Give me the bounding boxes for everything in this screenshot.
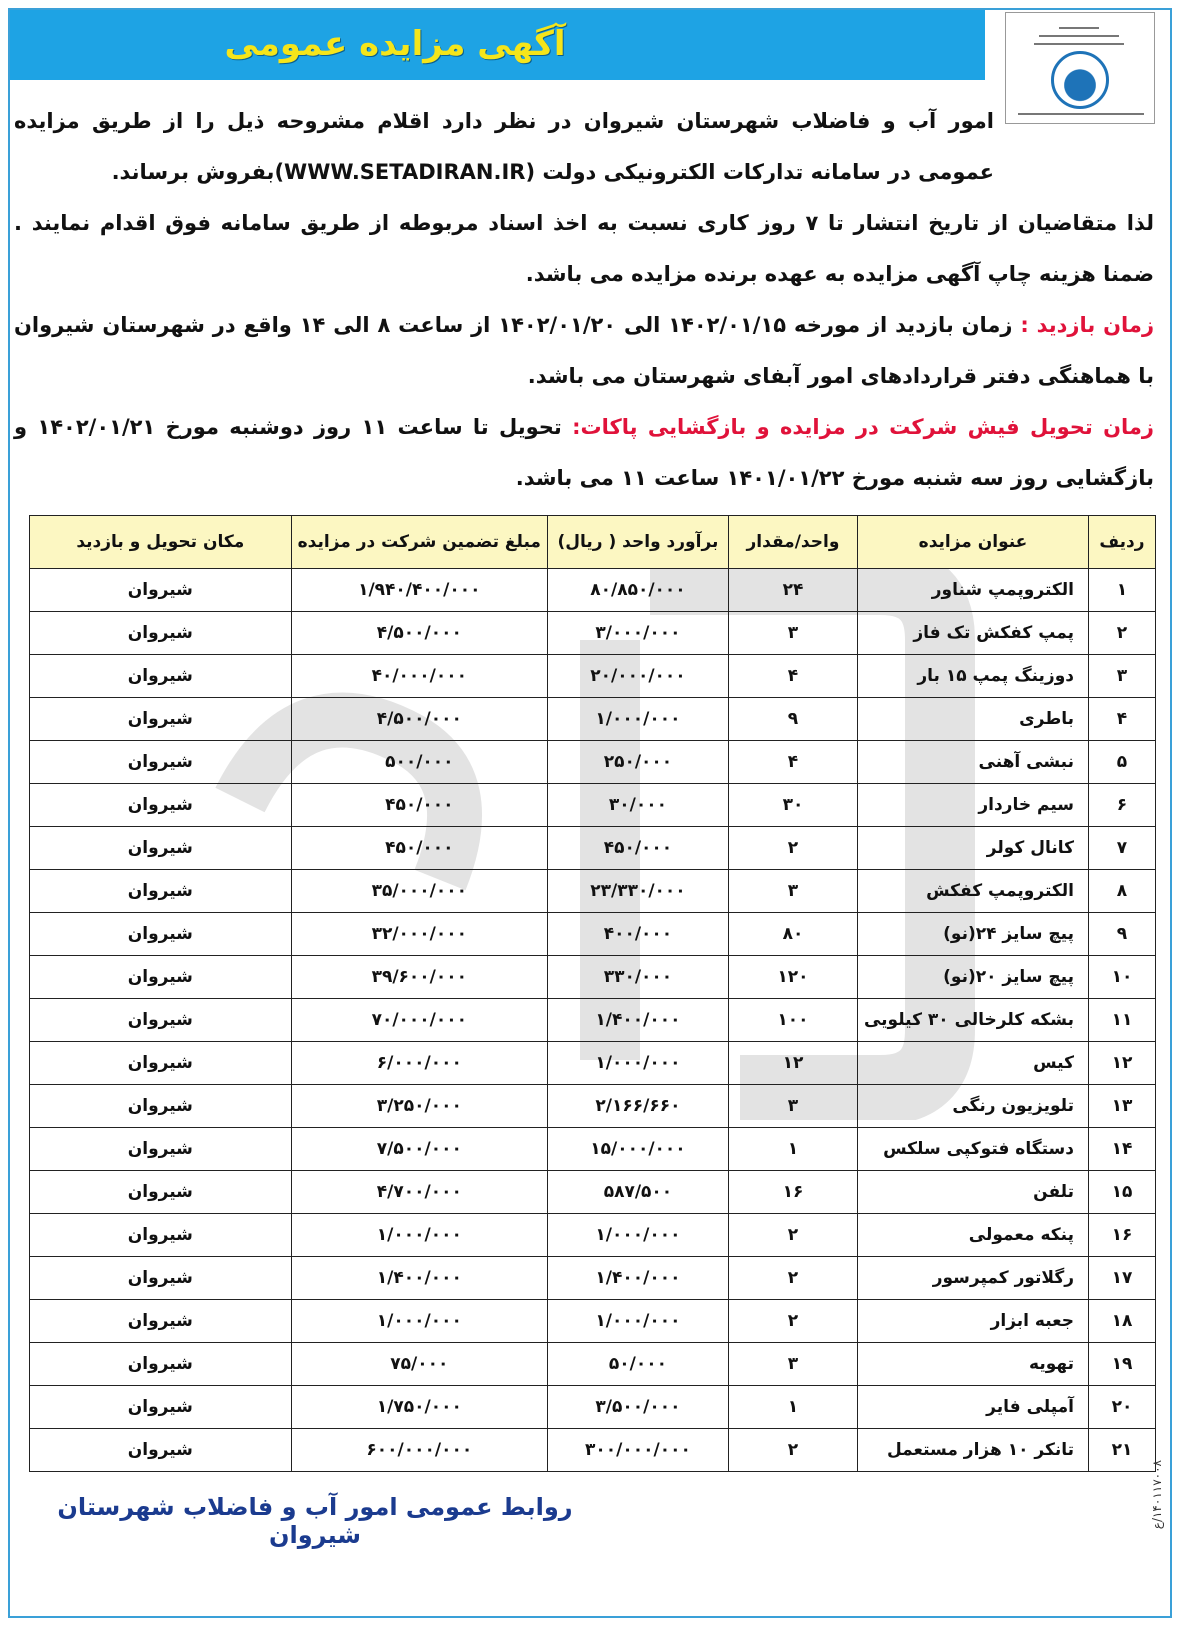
side-code: ۱۴۰۱۱۷۰۰۸/ع — [1150, 1460, 1164, 1530]
cell-place: شیروان — [30, 569, 292, 612]
table-row — [30, 1214, 1156, 1257]
header-unit-price: برآورد واحد ( ریال) — [547, 516, 728, 569]
cell-quantity: ۲ — [728, 1429, 857, 1472]
cell-title: الکتروپمپ شناور — [857, 569, 1088, 612]
cell-title: تلفن — [857, 1171, 1088, 1214]
cell-unit-price: ۵۰/۰۰۰ — [547, 1343, 728, 1386]
table-row — [30, 1085, 1156, 1128]
cell-guarantee: ۴/۵۰۰/۰۰۰ — [291, 612, 547, 655]
cell-title: رگلاتور کمپرسور — [857, 1257, 1088, 1300]
cell-title: پیچ سایز ۲۴(نو) — [857, 913, 1088, 956]
header-quantity: واحد/مقدار — [728, 516, 857, 569]
cell-title: دوزینگ پمپ ۱۵ بار — [857, 655, 1088, 698]
cell-row-number: ۱۴ — [1089, 1128, 1156, 1171]
header-place: مکان تحویل و بازدید — [30, 516, 292, 569]
cell-place: شیروان — [30, 827, 292, 870]
page-title: آگهی مزایده عمومی — [224, 24, 566, 64]
intro-section — [14, 96, 994, 198]
cell-unit-price: ۴۵۰/۰۰۰ — [547, 827, 728, 870]
logo-text-line — [1034, 43, 1124, 45]
cell-row-number: ۱۰ — [1089, 956, 1156, 999]
cell-place: شیروان — [30, 1386, 292, 1429]
intro-paragraph: امور آب و فاضلاب شهرستان شیروان در نظر دارد اقلام مشروحه ذیل را از طریق مزایده عمومی در سامانه تدارکات الکترونیکی دولت (WWW.SETADIRAN.IR)بفروش برساند. — [14, 109, 994, 184]
delivery-paragraph — [14, 402, 1154, 504]
delivery-label: زمان تحویل فیش شرکت در مزایده و بازگشایی پاکات: — [572, 415, 1154, 439]
cell-guarantee: ۱/۰۰۰/۰۰۰ — [291, 1214, 547, 1257]
cell-guarantee: ۳۹/۶۰۰/۰۰۰ — [291, 956, 547, 999]
cell-quantity: ۱۲ — [728, 1042, 857, 1085]
cell-guarantee: ۴۵۰/۰۰۰ — [291, 827, 547, 870]
cell-row-number: ۵ — [1089, 741, 1156, 784]
cell-row-number: ۱۷ — [1089, 1257, 1156, 1300]
cell-unit-price: ۳/۰۰۰/۰۰۰ — [547, 612, 728, 655]
cell-unit-price: ۳۰۰/۰۰۰/۰۰۰ — [547, 1429, 728, 1472]
logo-text-line — [1018, 113, 1144, 115]
cell-quantity: ۱ — [728, 1386, 857, 1429]
cell-place: شیروان — [30, 1171, 292, 1214]
header-title: عنوان مزایده — [857, 516, 1088, 569]
cell-guarantee: ۵۰۰/۰۰۰ — [291, 741, 547, 784]
cell-quantity: ۴ — [728, 741, 857, 784]
cell-place: شیروان — [30, 956, 292, 999]
table-row — [30, 655, 1156, 698]
cell-guarantee: ۳/۲۵۰/۰۰۰ — [291, 1085, 547, 1128]
cell-quantity: ۱۲۰ — [728, 956, 857, 999]
cell-quantity: ۲ — [728, 1214, 857, 1257]
visit-text: زمان بازدید از مورخه ۱۴۰۲/۰۱/۱۵ الی ۱۴۰۲/۰۱/۲۰ از ساعت ۸ الی ۱۴ واقع در شهرستان شیروان با هماهنگی دفتر قراردادهای امور آبفای شهرستان می باشد. — [14, 313, 1154, 388]
cell-guarantee: ۷/۵۰۰/۰۰۰ — [291, 1128, 547, 1171]
cell-place: شیروان — [30, 1042, 292, 1085]
cell-unit-price: ۲/۱۶۶/۶۶۰ — [547, 1085, 728, 1128]
cell-unit-price: ۸۰/۸۵۰/۰۰۰ — [547, 569, 728, 612]
cell-row-number: ۱۸ — [1089, 1300, 1156, 1343]
details-section — [14, 198, 1154, 504]
cell-row-number: ۴ — [1089, 698, 1156, 741]
footer-signature: روابط عمومی امور آب و فاضلاب شهرستان شیروان — [57, 1493, 573, 1549]
cell-row-number: ۲۰ — [1089, 1386, 1156, 1429]
cell-place: شیروان — [30, 784, 292, 827]
visit-label: زمان بازدید : — [1020, 313, 1155, 337]
cell-unit-price: ۴۰۰/۰۰۰ — [547, 913, 728, 956]
cell-place: شیروان — [30, 1300, 292, 1343]
cell-row-number: ۱۵ — [1089, 1171, 1156, 1214]
table-row — [30, 698, 1156, 741]
cell-title: باطری — [857, 698, 1088, 741]
header-row-number: ردیف — [1089, 516, 1156, 569]
cell-guarantee: ۱/۴۰۰/۰۰۰ — [291, 1257, 547, 1300]
cell-unit-price: ۱/۴۰۰/۰۰۰ — [547, 999, 728, 1042]
table-row — [30, 870, 1156, 913]
cell-row-number: ۲۱ — [1089, 1429, 1156, 1472]
cell-quantity: ۱۶ — [728, 1171, 857, 1214]
table-row — [30, 784, 1156, 827]
cell-row-number: ۱۹ — [1089, 1343, 1156, 1386]
cell-guarantee: ۱/۷۵۰/۰۰۰ — [291, 1386, 547, 1429]
cell-quantity: ۳ — [728, 1343, 857, 1386]
cell-unit-price: ۲۰/۰۰۰/۰۰۰ — [547, 655, 728, 698]
cell-row-number: ۱۳ — [1089, 1085, 1156, 1128]
documents-paragraph: لذا متقاضیان از تاریخ انتشار تا ۷ روز کاری نسبت به اخذ اسناد مربوطه از طریق سامانه فوق اقدام نمایند . ضمنا هزینه چاپ آگهی مزایده به عهده برنده مزایده می باشد. — [14, 211, 1155, 286]
cell-quantity: ۸۰ — [728, 913, 857, 956]
cell-unit-price: ۲۳/۳۳۰/۰۰۰ — [547, 870, 728, 913]
cell-quantity: ۳ — [728, 870, 857, 913]
cell-quantity: ۴ — [728, 655, 857, 698]
cell-guarantee: ۱/۹۴۰/۴۰۰/۰۰۰ — [291, 569, 547, 612]
cell-title: سیم خاردار — [857, 784, 1088, 827]
cell-unit-price: ۳۰/۰۰۰ — [547, 784, 728, 827]
cell-guarantee: ۳۵/۰۰۰/۰۰۰ — [291, 870, 547, 913]
cell-unit-price: ۱/۰۰۰/۰۰۰ — [547, 1300, 728, 1343]
cell-row-number: ۹ — [1089, 913, 1156, 956]
cell-place: شیروان — [30, 1085, 292, 1128]
table-row — [30, 1171, 1156, 1214]
cell-quantity: ۳ — [728, 612, 857, 655]
cell-unit-price: ۵۸۷/۵۰۰ — [547, 1171, 728, 1214]
cell-unit-price: ۱/۰۰۰/۰۰۰ — [547, 698, 728, 741]
cell-place: شیروان — [30, 698, 292, 741]
cell-row-number: ۲ — [1089, 612, 1156, 655]
table-row — [30, 741, 1156, 784]
cell-quantity: ۱۰۰ — [728, 999, 857, 1042]
cell-row-number: ۱ — [1089, 569, 1156, 612]
visit-paragraph — [14, 300, 1154, 402]
header-band — [10, 10, 985, 80]
cell-guarantee: ۶/۰۰۰/۰۰۰ — [291, 1042, 547, 1085]
cell-place: شیروان — [30, 1429, 292, 1472]
cell-guarantee: ۱/۰۰۰/۰۰۰ — [291, 1300, 547, 1343]
cell-quantity: ۲ — [728, 827, 857, 870]
header-guarantee: مبلغ تضمین شرکت در مزایده — [291, 516, 547, 569]
cell-place: شیروان — [30, 913, 292, 956]
table-row — [30, 1257, 1156, 1300]
table-row — [30, 913, 1156, 956]
cell-quantity: ۲ — [728, 1300, 857, 1343]
cell-title: جعبه ابزار — [857, 1300, 1088, 1343]
cell-row-number: ۱۶ — [1089, 1214, 1156, 1257]
cell-guarantee: ۴۵۰/۰۰۰ — [291, 784, 547, 827]
cell-quantity: ۲ — [728, 1257, 857, 1300]
cell-title: دستگاه فتوکپی سلکس — [857, 1128, 1088, 1171]
cell-place: شیروان — [30, 655, 292, 698]
cell-row-number: ۱۱ — [1089, 999, 1156, 1042]
organization-logo — [1005, 12, 1155, 124]
table-row — [30, 1343, 1156, 1386]
cell-place: شیروان — [30, 1257, 292, 1300]
table-row — [30, 1429, 1156, 1472]
cell-row-number: ۷ — [1089, 827, 1156, 870]
cell-title: تهویه — [857, 1343, 1088, 1386]
cell-title: نبشی آهنی — [857, 741, 1088, 784]
cell-quantity: ۱ — [728, 1128, 857, 1171]
table-row — [30, 1300, 1156, 1343]
table-row — [30, 612, 1156, 655]
water-drop-icon — [1051, 51, 1109, 109]
cell-unit-price: ۳/۵۰۰/۰۰۰ — [547, 1386, 728, 1429]
cell-unit-price: ۱/۴۰۰/۰۰۰ — [547, 1257, 728, 1300]
logo-text-line — [1039, 35, 1119, 37]
cell-place: شیروان — [30, 741, 292, 784]
cell-guarantee: ۴/۵۰۰/۰۰۰ — [291, 698, 547, 741]
cell-title: کانال کولر — [857, 827, 1088, 870]
table-header-row — [30, 516, 1156, 569]
table-row — [30, 956, 1156, 999]
cell-place: شیروان — [30, 1128, 292, 1171]
cell-title: پیچ سایز ۲۰(نو) — [857, 956, 1088, 999]
auction-items-table — [29, 515, 1156, 1472]
cell-title: کیس — [857, 1042, 1088, 1085]
cell-guarantee: ۴۰/۰۰۰/۰۰۰ — [291, 655, 547, 698]
cell-title: تانکر ۱۰ هزار مستعمل — [857, 1429, 1088, 1472]
delivery-text: تحویل تا ساعت ۱۱ روز دوشنبه مورخ ۱۴۰۲/۰۱/۲۱ و بازگشایی روز سه شنبه مورخ ۱۴۰۱/۰۱/۲۲ ساعت ۱۱ می باشد. — [14, 415, 1154, 490]
cell-place: شیروان — [30, 1343, 292, 1386]
cell-guarantee: ۳۲/۰۰۰/۰۰۰ — [291, 913, 547, 956]
table-row — [30, 1042, 1156, 1085]
cell-title: آمپلی فایر — [857, 1386, 1088, 1429]
cell-quantity: ۲۴ — [728, 569, 857, 612]
table-row — [30, 999, 1156, 1042]
cell-title: پمپ کفکش تک فاز — [857, 612, 1088, 655]
cell-unit-price: ۱/۰۰۰/۰۰۰ — [547, 1042, 728, 1085]
cell-place: شیروان — [30, 612, 292, 655]
cell-unit-price: ۳۳۰/۰۰۰ — [547, 956, 728, 999]
cell-guarantee: ۶۰۰/۰۰۰/۰۰۰ — [291, 1429, 547, 1472]
cell-title: پنکه معمولی — [857, 1214, 1088, 1257]
cell-place: شیروان — [30, 870, 292, 913]
cell-quantity: ۳۰ — [728, 784, 857, 827]
cell-quantity: ۳ — [728, 1085, 857, 1128]
cell-unit-price: ۲۵۰/۰۰۰ — [547, 741, 728, 784]
cell-title: الکتروپمپ کفکش — [857, 870, 1088, 913]
cell-quantity: ۹ — [728, 698, 857, 741]
cell-guarantee: ۷۵/۰۰۰ — [291, 1343, 547, 1386]
cell-unit-price: ۱/۰۰۰/۰۰۰ — [547, 1214, 728, 1257]
cell-row-number: ۳ — [1089, 655, 1156, 698]
cell-row-number: ۶ — [1089, 784, 1156, 827]
cell-place: شیروان — [30, 1214, 292, 1257]
cell-guarantee: ۷۰/۰۰۰/۰۰۰ — [291, 999, 547, 1042]
cell-guarantee: ۴/۷۰۰/۰۰۰ — [291, 1171, 547, 1214]
table-row — [30, 569, 1156, 612]
cell-row-number: ۸ — [1089, 870, 1156, 913]
table-row — [30, 827, 1156, 870]
cell-place: شیروان — [30, 999, 292, 1042]
cell-title: بشکه کلرخالی ۳۰ کیلویی — [857, 999, 1088, 1042]
table-row — [30, 1386, 1156, 1429]
cell-row-number: ۱۲ — [1089, 1042, 1156, 1085]
cell-title: تلویزیون رنگی — [857, 1085, 1088, 1128]
cell-unit-price: ۱۵/۰۰۰/۰۰۰ — [547, 1128, 728, 1171]
logo-text-line — [1059, 27, 1099, 29]
table-row — [30, 1128, 1156, 1171]
